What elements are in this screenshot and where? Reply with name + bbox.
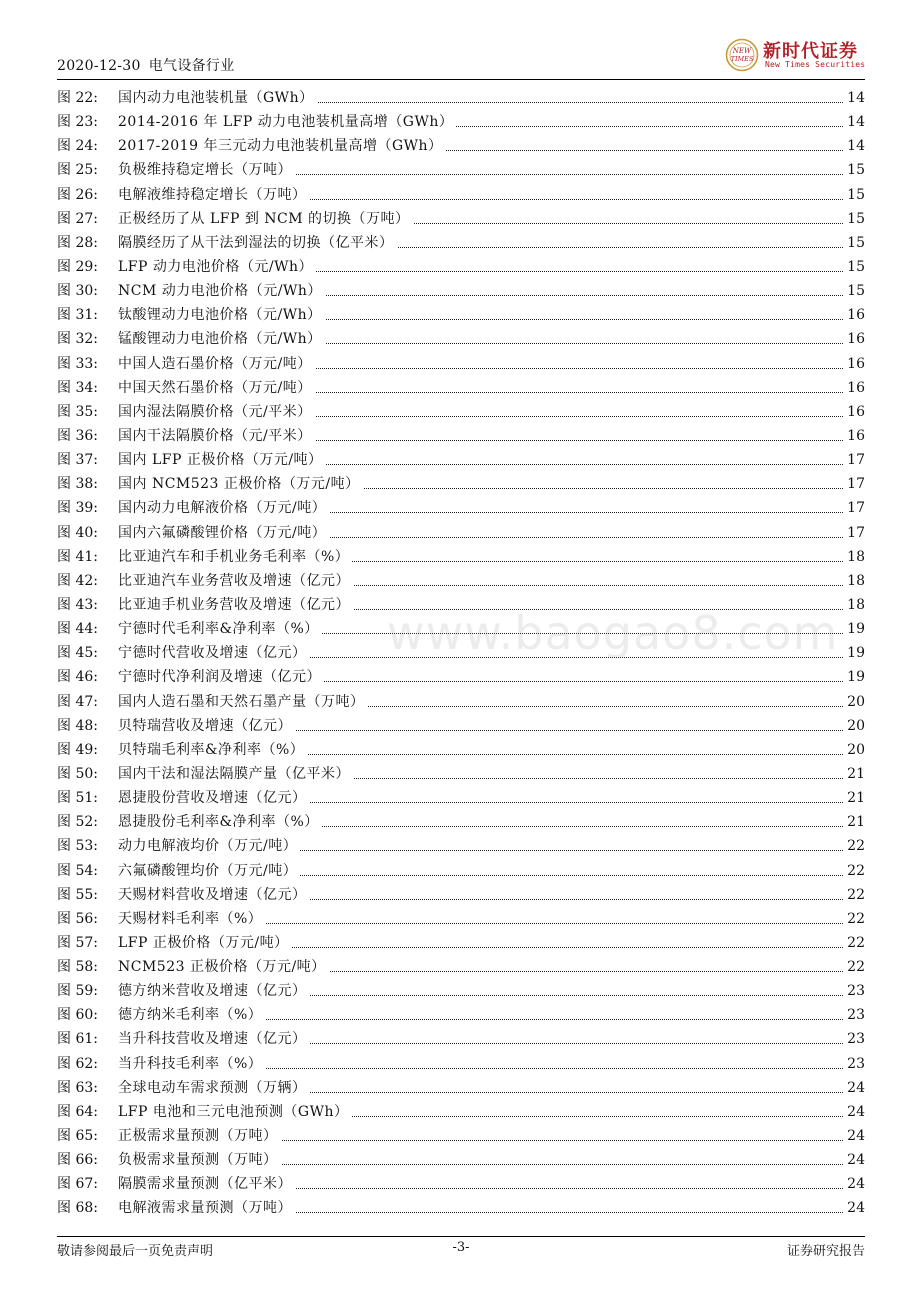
toc-entry-page[interactable]: 22 (847, 862, 865, 879)
toc-entry-title[interactable]: 当升科技营收及增速（亿元） (118, 1027, 310, 1051)
toc-entry-page[interactable]: 17 (847, 500, 865, 517)
toc-entry-page[interactable]: 15 (847, 162, 865, 179)
toc-entry[interactable] (57, 1172, 865, 1196)
disclaimer-note: 敬请参阅最后一页免责声明 (57, 1244, 214, 1259)
new-times-logo-icon (725, 38, 759, 72)
toc-entry-page[interactable]: 22 (847, 910, 865, 927)
toc-entry-page[interactable]: 23 (847, 1055, 865, 1072)
toc-entry-title[interactable]: LFP 动力电池价格（元/Wh） (118, 255, 316, 279)
toc-entry-title[interactable]: 国内 NCM523 正极价格（万元/吨） (118, 472, 363, 496)
toc-entry-page[interactable]: 24 (847, 1176, 865, 1193)
toc-entry-title[interactable]: LFP 正极价格（万元/吨） (118, 931, 292, 955)
toc-entry[interactable] (57, 279, 865, 303)
toc-entry-number: 图 45: (57, 645, 98, 662)
toc-entry[interactable] (57, 183, 865, 207)
toc-entry-page[interactable]: 22 (847, 934, 865, 951)
toc-entry-page[interactable]: 16 (847, 379, 865, 396)
toc-entry[interactable] (57, 472, 865, 496)
toc-entry-page[interactable]: 24 (847, 1079, 865, 1096)
toc-entry[interactable] (57, 569, 865, 593)
toc-entry-number: 图 39: (57, 500, 98, 517)
toc-entry-page[interactable]: 22 (847, 838, 865, 855)
toc-entry-title[interactable]: 正极需求量预测（万吨） (118, 1124, 281, 1148)
toc-entry-page[interactable]: 24 (847, 1103, 865, 1120)
toc-entry[interactable] (57, 134, 865, 158)
toc-entry-number: 图 46: (57, 669, 98, 686)
toc-entry-title[interactable]: 国内湿法隔膜价格（元/平米） (118, 400, 315, 424)
toc-entry-number: 图 65: (57, 1128, 98, 1145)
toc-entry-number: 图 42: (57, 572, 98, 589)
toc-entry[interactable] (57, 521, 865, 545)
toc-entry-page[interactable]: 23 (847, 1007, 865, 1024)
toc-entry-page[interactable]: 21 (847, 814, 865, 831)
toc-entry-title[interactable]: 中国天然石墨价格（万元/吨） (118, 376, 315, 400)
toc-entry[interactable] (57, 762, 865, 786)
toc-entry-page[interactable]: 20 (847, 717, 865, 734)
toc-entry-page[interactable]: 24 (847, 1152, 865, 1169)
toc-entry[interactable] (57, 617, 865, 641)
toc-entry-number: 图 30: (57, 283, 98, 300)
toc-entry-number: 图 48: (57, 717, 98, 734)
toc-entry-title[interactable]: NCM 动力电池价格（元/Wh） (118, 279, 325, 303)
toc-entry[interactable] (57, 786, 865, 810)
toc-entry-title[interactable]: 国内 LFP 正极价格（万元/吨） (118, 448, 326, 472)
toc-entry-number: 图 52: (57, 814, 98, 831)
toc-entry-number: 图 33: (57, 355, 98, 372)
toc-entry-title[interactable]: 正极经历了从 LFP 到 NCM 的切换（万吨） (118, 207, 413, 231)
toc-entry[interactable] (57, 665, 865, 689)
toc-entry[interactable] (57, 810, 865, 834)
toc-entry-title[interactable]: 德方纳米毛利率（%） (118, 1003, 265, 1027)
toc-entry[interactable] (57, 859, 865, 883)
toc-entry-title[interactable]: 比亚迪汽车业务营收及增速（亿元） (118, 569, 353, 593)
toc-entry[interactable] (57, 1148, 865, 1172)
toc-entry[interactable] (57, 327, 865, 351)
toc-entry[interactable] (57, 1124, 865, 1148)
toc-entry[interactable] (57, 303, 865, 327)
toc-entry-page[interactable]: 18 (847, 548, 865, 565)
toc-entry-title[interactable]: 国内人造石墨和天然石墨产量（万吨） (118, 690, 368, 714)
toc-entry-title[interactable]: 德方纳米营收及增速（亿元） (118, 979, 310, 1003)
header-divider (57, 79, 865, 80)
toc-entry-page[interactable]: 20 (847, 693, 865, 710)
toc-entry-page[interactable]: 15 (847, 283, 865, 300)
toc-entry-number: 图 62: (57, 1055, 98, 1072)
toc-entry-page[interactable]: 24 (847, 1200, 865, 1217)
toc-entry-title[interactable]: 隔膜经历了从干法到湿法的切换（亿平米） (118, 231, 397, 255)
toc-entry-number: 图 64: (57, 1103, 98, 1120)
toc-entry-title[interactable]: 负极维持稳定增长（万吨） (118, 158, 295, 182)
toc-entry-number: 图 44: (57, 621, 98, 638)
company-logo (725, 36, 865, 74)
toc-entry[interactable] (57, 593, 865, 617)
toc-entry-number: 图 22: (57, 90, 98, 106)
toc-entry-title[interactable]: 国内干法隔膜价格（元/平米） (118, 424, 315, 448)
toc-entry-title[interactable]: 国内六氟磷酸锂价格（万元/吨） (118, 521, 329, 545)
toc-entry-title[interactable]: 钛酸锂动力电池价格（元/Wh） (118, 303, 325, 327)
toc-entry-number: 图 40: (57, 524, 98, 541)
toc-entry[interactable] (57, 955, 865, 979)
toc-entry[interactable] (57, 424, 865, 448)
toc-entry-page[interactable]: 21 (847, 765, 865, 782)
toc-entry-page[interactable]: 22 (847, 886, 865, 903)
toc-entry[interactable] (57, 1027, 865, 1051)
toc-entry-number: 图 61: (57, 1031, 98, 1048)
toc-entry[interactable] (57, 834, 865, 858)
toc-entry-number: 图 49: (57, 741, 98, 758)
toc-entry-page[interactable]: 16 (847, 403, 865, 420)
toc-entry-number: 图 47: (57, 693, 98, 710)
toc-entry-number: 图 31: (57, 307, 98, 324)
toc-entry-number: 图 38: (57, 476, 98, 493)
toc-entry[interactable] (57, 907, 865, 931)
figure-list (57, 86, 865, 1221)
toc-entry-page[interactable]: 16 (847, 427, 865, 444)
toc-entry-number: 图 59: (57, 983, 98, 1000)
industry-name: 电气设备行业 (148, 58, 235, 74)
toc-entry-title[interactable]: 2014-2016 年 LFP 动力电池装机量高增（GWh） (118, 110, 456, 134)
toc-entry-page[interactable]: 17 (847, 476, 865, 493)
toc-entry-page[interactable]: 19 (847, 669, 865, 686)
toc-entry-title[interactable]: 负极需求量预测（万吨） (118, 1148, 281, 1172)
toc-entry-number: 图 56: (57, 910, 98, 927)
toc-entry-title[interactable]: 贝特瑞毛利率&净利率（%） (118, 738, 307, 762)
toc-entry-title[interactable]: 宁德时代营收及增速（亿元） (118, 641, 310, 665)
svg-text:TIMES: TIMES (730, 55, 754, 63)
footer-divider (57, 1236, 865, 1237)
toc-entry-title[interactable]: 隔膜需求量预测（亿平米） (118, 1172, 295, 1196)
toc-entry-title[interactable]: 宁德时代毛利率&净利率（%） (118, 617, 322, 641)
toc-entry-title[interactable]: 电解液维持稳定增长（万吨） (118, 183, 310, 207)
toc-entry-title[interactable]: 比亚迪汽车和手机业务毛利率（%） (118, 545, 352, 569)
toc-entry-page[interactable]: 15 (847, 234, 865, 251)
toc-entry-title[interactable]: 比亚迪手机业务营收及增速（亿元） (118, 593, 353, 617)
toc-entry[interactable] (57, 641, 865, 665)
toc-entry-page[interactable]: 24 (847, 1128, 865, 1145)
toc-entry-title[interactable]: LFP 电池和三元电池预测（GWh） (118, 1100, 351, 1124)
toc-entry-number: 图 36: (57, 427, 98, 444)
toc-entry-title[interactable]: 国内干法和湿法隔膜产量（亿平米） (118, 762, 353, 786)
toc-entry-number: 图 66: (57, 1152, 98, 1169)
toc-entry[interactable] (57, 545, 865, 569)
report-type: 证券研究报告 (786, 1244, 865, 1259)
toc-entry[interactable] (57, 231, 865, 255)
toc-entry[interactable] (57, 714, 865, 738)
toc-entry-number: 图 55: (57, 886, 98, 903)
toc-entry[interactable] (57, 448, 865, 472)
toc-entry-page[interactable]: 21 (847, 790, 865, 807)
toc-entry-title[interactable]: 中国人造石墨价格（万元/吨） (118, 352, 315, 376)
toc-entry-number: 图 50: (57, 765, 98, 782)
toc-entry[interactable] (57, 690, 865, 714)
logo-english-name: New Times Securities (765, 60, 866, 69)
toc-entry[interactable] (57, 110, 865, 134)
toc-entry[interactable] (57, 1100, 865, 1124)
toc-entry[interactable] (57, 352, 865, 376)
toc-entry[interactable] (57, 207, 865, 231)
toc-entry-title[interactable]: 锰酸锂动力电池价格（元/Wh） (118, 327, 325, 351)
toc-entry-title[interactable]: 2017-2019 年三元动力电池装机量高增（GWh） (118, 134, 446, 158)
toc-entry[interactable] (57, 738, 865, 762)
watermark: www.baogao8.com (387, 606, 839, 660)
toc-entry[interactable] (57, 931, 865, 955)
logo-chinese-name: 新时代证券 (763, 41, 858, 62)
toc-entry-number: 图 68: (57, 1200, 98, 1217)
toc-entry-page[interactable]: 19 (847, 645, 865, 662)
toc-entry[interactable] (57, 496, 865, 520)
toc-entry-page[interactable]: 17 (847, 524, 865, 541)
toc-entry-page[interactable]: 19 (847, 621, 865, 638)
toc-entry[interactable] (57, 86, 865, 110)
toc-entry-page[interactable]: 15 (847, 210, 865, 227)
toc-entry-page[interactable]: 18 (847, 572, 865, 589)
toc-entry-number: 图 27: (57, 210, 98, 227)
toc-entry-title[interactable]: 全球电动车需求预测（万辆） (118, 1076, 310, 1100)
toc-entry-page[interactable]: 23 (847, 1031, 865, 1048)
toc-entry-number: 图 28: (57, 234, 98, 251)
toc-entry[interactable] (57, 1196, 865, 1220)
toc-entry-title[interactable]: 国内动力电池装机量（GWh） (118, 86, 317, 110)
toc-entry-page[interactable]: 23 (847, 983, 865, 1000)
page-header (57, 36, 865, 76)
toc-entry-number: 图 26: (57, 186, 98, 203)
toc-entry-page[interactable]: 17 (847, 452, 865, 469)
toc-entry-page[interactable]: 20 (847, 741, 865, 758)
toc-entry[interactable] (57, 1052, 865, 1076)
toc-entry-title[interactable]: NCM523 正极价格（万元/吨） (118, 955, 329, 979)
toc-entry-number: 图 32: (57, 331, 98, 348)
toc-entry-page[interactable]: 15 (847, 258, 865, 275)
toc-entry[interactable] (57, 883, 865, 907)
toc-entry-title[interactable]: 宁德时代净利润及增速（亿元） (118, 665, 324, 689)
toc-entry-number: 图 24: (57, 138, 98, 155)
toc-entry-number: 图 43: (57, 596, 98, 613)
report-date: 2020-12-30 (57, 58, 141, 74)
toc-entry-number: 图 25: (57, 162, 98, 179)
toc-entry-number: 图 29: (57, 258, 98, 275)
toc-entry[interactable] (57, 979, 865, 1003)
toc-entry-page[interactable]: 14 (847, 138, 865, 155)
toc-entry-title[interactable]: 天赐材料营收及增速（亿元） (118, 883, 310, 907)
toc-entry[interactable] (57, 158, 865, 182)
toc-entry-page[interactable]: 18 (847, 596, 865, 613)
toc-entry[interactable] (57, 1076, 865, 1100)
toc-entry-page[interactable]: 16 (847, 307, 865, 324)
toc-entry-title[interactable]: 动力电解液均价（万元/吨） (118, 834, 300, 858)
toc-entry-page[interactable]: 16 (847, 355, 865, 372)
toc-entry-page[interactable]: 22 (847, 959, 865, 976)
toc-entry-number: 图 63: (57, 1079, 98, 1096)
page-number: -3- (452, 1240, 470, 1255)
toc-entry-page[interactable]: 15 (847, 186, 865, 203)
toc-entry-title[interactable]: 电解液需求量预测（万吨） (118, 1196, 295, 1220)
toc-entry-number: 图 53: (57, 838, 98, 855)
toc-entry-number: 图 35: (57, 403, 98, 420)
toc-entry-title[interactable]: 当升科技毛利率（%） (118, 1052, 265, 1076)
toc-entry-title[interactable]: 国内动力电解液价格（万元/吨） (118, 496, 329, 520)
toc-entry-page[interactable]: 14 (847, 114, 865, 131)
toc-entry-number: 图 57: (57, 934, 98, 951)
svg-text:NEW: NEW (732, 47, 752, 55)
toc-entry-number: 图 54: (57, 862, 98, 879)
toc-entry-number: 图 67: (57, 1176, 98, 1193)
toc-entry-number: 图 37: (57, 452, 98, 469)
toc-entry-page[interactable]: 14 (847, 90, 865, 106)
toc-entry[interactable] (57, 1003, 865, 1027)
toc-entry-number: 图 58: (57, 959, 98, 976)
toc-entry-title[interactable]: 贝特瑞营收及增速（亿元） (118, 714, 295, 738)
toc-entry-title[interactable]: 恩捷股份营收及增速（亿元） (118, 786, 310, 810)
toc-entry-page[interactable]: 16 (847, 331, 865, 348)
toc-entry[interactable] (57, 255, 865, 279)
toc-entry-title[interactable]: 天赐材料毛利率（%） (118, 907, 265, 931)
toc-entry-title[interactable]: 六氟磷酸锂均价（万元/吨） (118, 859, 300, 883)
toc-entry-title[interactable]: 恩捷股份毛利率&净利率（%） (118, 810, 322, 834)
toc-entry-number: 图 41: (57, 548, 98, 565)
toc-entry-number: 图 23: (57, 114, 98, 131)
toc-entry[interactable] (57, 376, 865, 400)
toc-entry-number: 图 60: (57, 1007, 98, 1024)
toc-entry-number: 图 34: (57, 379, 98, 396)
toc-entry[interactable] (57, 400, 865, 424)
page-footer (57, 1240, 865, 1260)
header-info (57, 55, 243, 75)
toc-entry-number: 图 51: (57, 790, 98, 807)
